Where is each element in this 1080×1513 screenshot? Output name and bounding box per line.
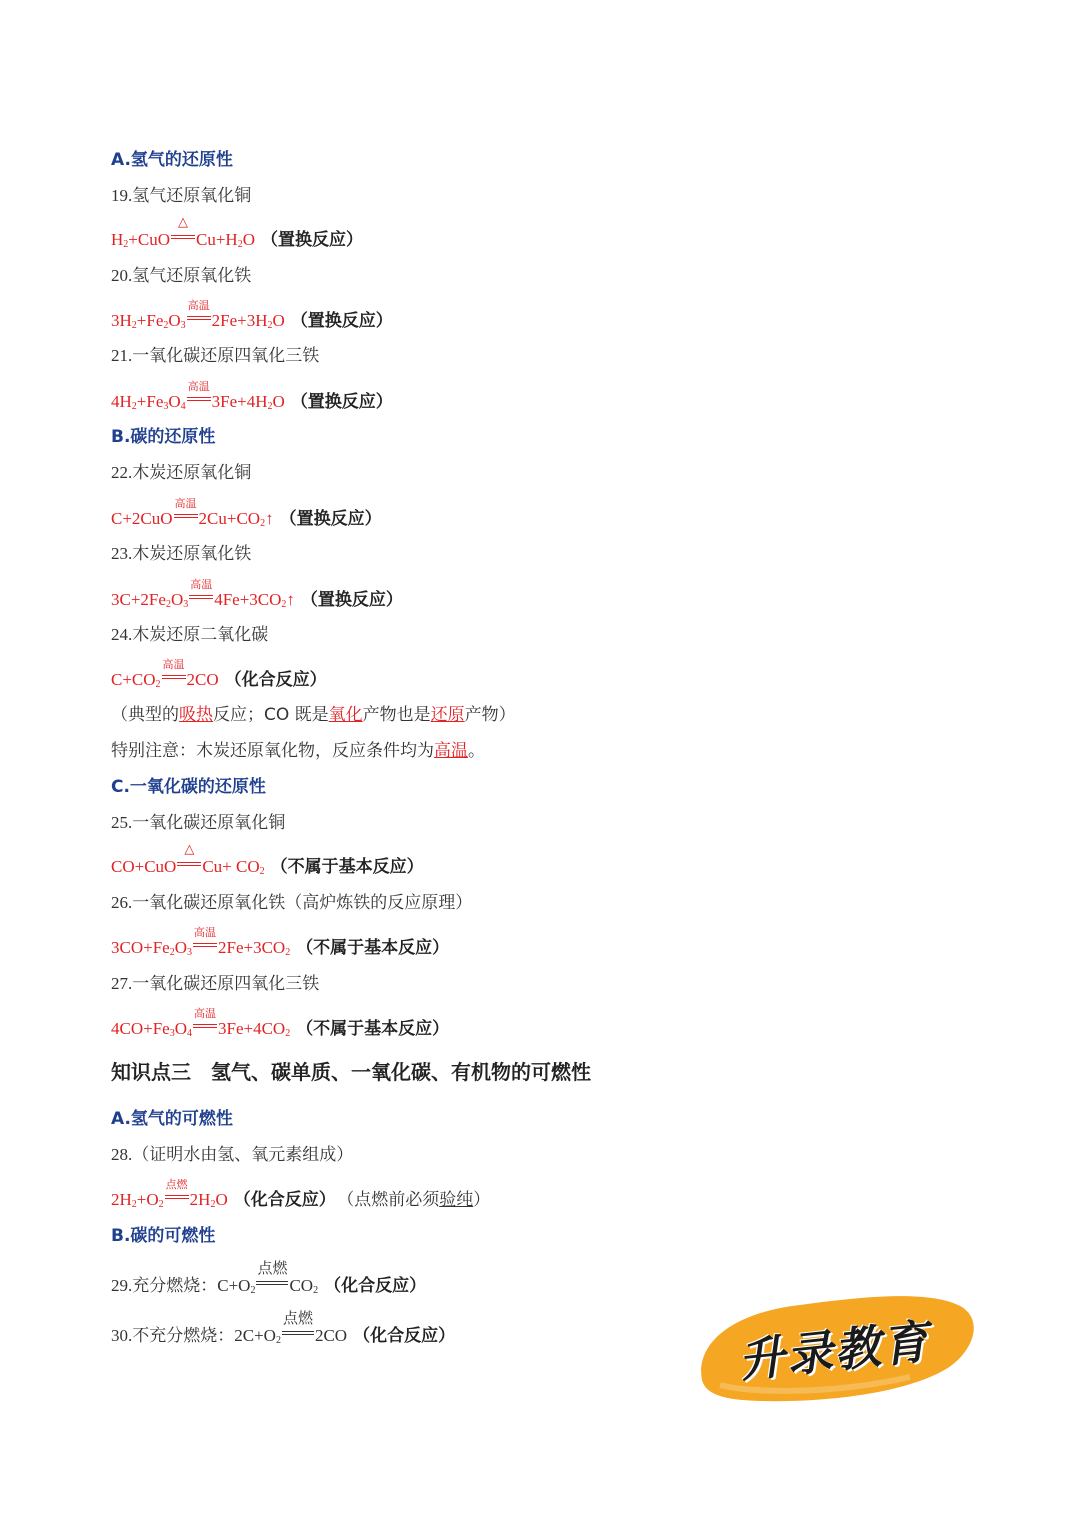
high-temp-condition: 高温: [174, 507, 198, 524]
equation-26: $3CO+Fe_2O_3$ 高温 $2Fe+3CO_2$ （不属于基本反应）: [111, 926, 450, 958]
brand-logo-text: 升录教育: [736, 1314, 933, 1388]
equation-19: $H_2+CuO$ △ $Cu+H_2O$ （置换反应）: [111, 215, 363, 250]
item-27-description: 27.一氧化碳还原四氧化三铁: [111, 974, 320, 994]
high-temp-condition: 高温: [193, 936, 217, 953]
equation-28: $2H_2+O_2$ 点燃 $2H_2O$ （化合反应） （点燃前必须验纯）: [111, 1178, 491, 1210]
equation-20: $3H_2+Fe_2O_3$ 高温 $2Fe+3H_2O$ （置换反应）: [111, 299, 393, 331]
section-heading-h2-reduction: A.氢气的还原性: [111, 150, 233, 170]
item-23-description: 23.木炭还原氧化铁: [111, 544, 252, 564]
equation-27: $4CO+Fe_3O_4$ 高温 $3Fe+4CO_2$ （不属于基本反应）: [111, 1007, 450, 1039]
high-temp-condition: 高温: [189, 588, 213, 605]
item-21-description: 21.一氧化碳还原四氧化三铁: [111, 346, 320, 366]
item-26-description: 26.一氧化碳还原氧化铁（高炉炼铁的反应原理）: [111, 893, 473, 913]
equation-29: 29.充分燃烧：$C+O_2$ 点燃 $CO_2$ （化合反应）: [111, 1259, 427, 1296]
equation-30: 30.不充分燃烧：$2C+O_2$ 点燃 2CO （化合反应）: [111, 1309, 456, 1346]
equation-23: $3C+2Fe_2O_3$ 高温 $4Fe+3CO_2↑$ （置换反应）: [111, 578, 403, 610]
high-temp-condition: 高温: [187, 309, 211, 326]
item-19-description: 19.氢气还原氧化铜: [111, 186, 252, 206]
item-24-description: 24.木炭还原二氧化碳: [111, 625, 269, 645]
equation-25: CO+CuO △ $Cu+ CO_2$ （不属于基本反应）: [111, 842, 424, 877]
high-temp-condition: 高温: [193, 1017, 217, 1034]
knowledge-point-3-title: 知识点三 氢气、碳单质、一氧化碳、有机物的可燃性: [111, 1060, 591, 1084]
section-heading-h2-burn: A.氢气的可燃性: [111, 1109, 233, 1129]
item-28-description: 28.（证明水由氢、氧元素组成）: [111, 1145, 354, 1165]
attention-note: 特别注意：木炭还原氧化物，反应条件均为高温。: [111, 741, 485, 761]
ignite-condition: 点燃: [256, 1274, 288, 1291]
item-25-description: 25.一氧化碳还原氧化铜: [111, 813, 286, 833]
heat-condition-icon: △: [177, 855, 201, 872]
heat-condition-icon: △: [171, 228, 195, 245]
high-temp-condition: 高温: [162, 668, 186, 685]
section-heading-co-reduction: C.一氧化碳的还原性: [111, 777, 266, 797]
note-24: （典型的吸热反应；CO 既是氧化产物也是还原产物）: [111, 705, 516, 725]
brand-logo: [690, 1285, 980, 1410]
equation-22: C+2CuO 高温 $2Cu+CO_2↑$ （置换反应）: [111, 497, 382, 529]
item-22-description: 22.木炭还原氧化铜: [111, 463, 252, 483]
equation-24: $C+CO_2$ 高温 2CO （化合反应）: [111, 658, 327, 690]
high-temp-condition: 高温: [187, 390, 211, 407]
item-20-description: 20.氢气还原氧化铁: [111, 266, 252, 286]
equation-21: $4H_2+Fe_3O_4$ 高温 $3Fe+4H_2O$ （置换反应）: [111, 380, 393, 412]
section-heading-c-reduction: B.碳的还原性: [111, 427, 216, 447]
section-heading-c-burn: B.碳的可燃性: [111, 1226, 216, 1246]
ignite-condition: 点燃: [165, 1188, 189, 1205]
ignite-condition: 点燃: [282, 1324, 314, 1341]
